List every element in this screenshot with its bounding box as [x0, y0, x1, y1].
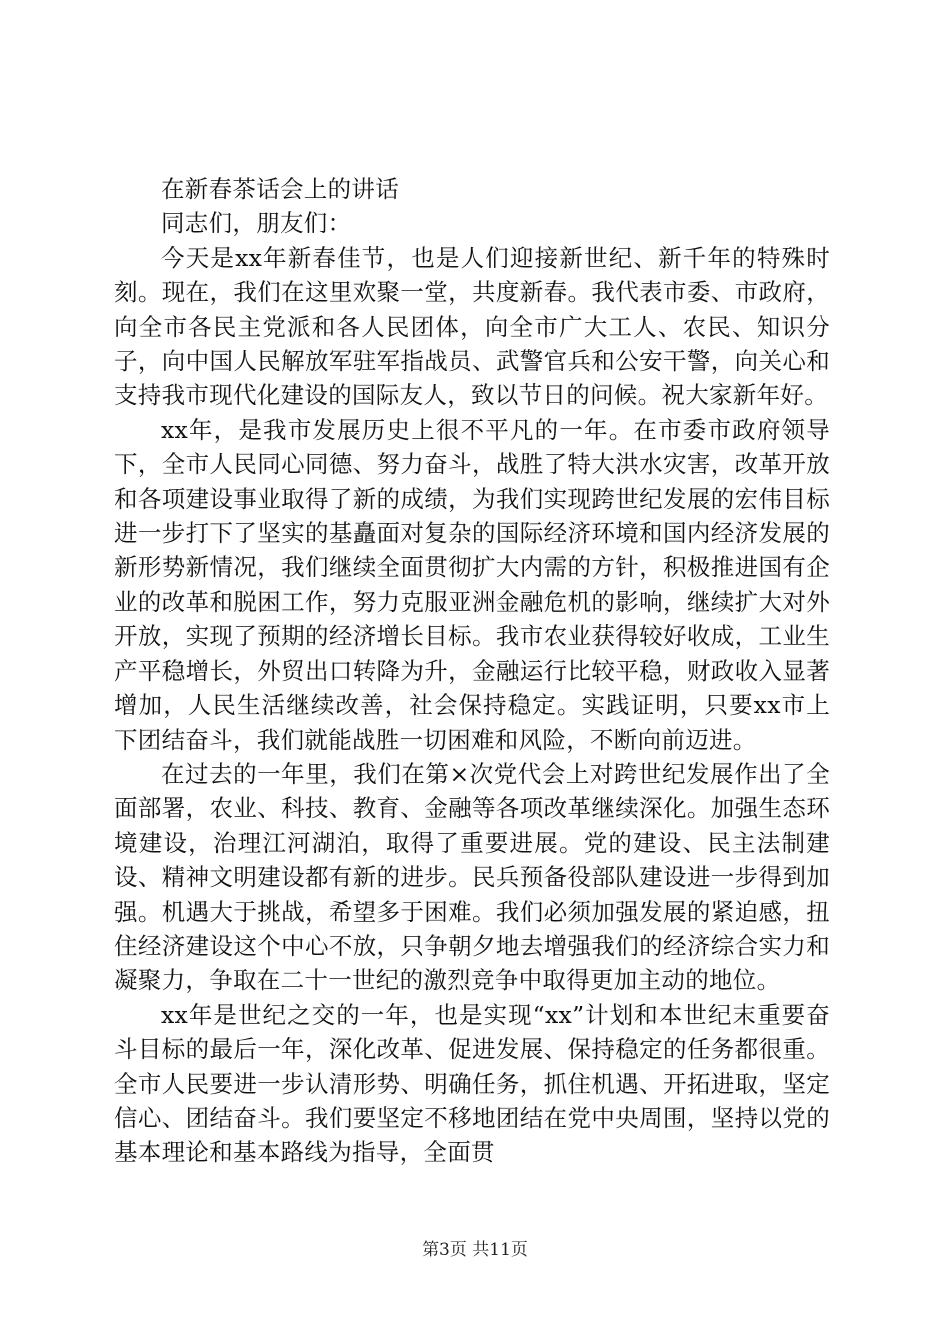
- page-number-footer: 第3页 共11页: [422, 1240, 528, 1260]
- paragraph: xx年是世纪之交的一年，也是实现“xx”计划和本世纪末重要奋斗目标的最后一年，深化改革、促进发展、保持稳定的任务都很重。全市人民要进一步认清形势、明确任务，抓住机遇、开拓进取，坚定信心、团结奋斗。我们要坚定不移地团结在党中央周围，坚持以党的基本理论和基本路线为指导，全面贯: [114, 1000, 830, 1167]
- document-body: [114, 172, 830, 1170]
- speech-greeting: 同志们，朋友们：: [161, 209, 352, 238]
- paragraph: 今天是xx年新春佳节，也是人们迎接新世纪、新千年的特殊时刻。现在，我们在这里欢聚一堂，共度新春。我代表市委、市政府，向全市各民主党派和各人民团体，向全市广大工人、农民、知识分子，向中国人民解放军驻军指战员、武警官兵和公安干警，向关心和支持我市现代化建设的国际友人，致以节日的问候。祝大家新年好。: [114, 243, 830, 410]
- speech-title: 在新春茶话会上的讲话: [161, 175, 399, 203]
- paragraph: 在过去的一年里，我们在第×次党代会上对跨世纪发展作出了全面部署，农业、科技、教育、金融等各项改革继续深化。加强生态环境建设，治理江河湖泊，取得了重要进展。党的建设、民主法制建设、精神文明建设都有新的进步。民兵预备役部队建设进一步得到加强。机遇大于挑战，希望多于困难。我们必须加强发展的紧迫感，扭住经济建设这个中心不放，只争朝夕地去增强我们的经济综合实力和凝聚力，争取在二十一世纪的激烈竞争中取得更加主动的地位。: [114, 759, 830, 995]
- paragraph: xx年，是我市发展历史上很不平凡的一年。在市委市政府领导下，全市人民同心同德、努力奋斗，战胜了特大洪水灾害，改革开放和各项建设事业取得了新的成绩，为我们实现跨世纪发展的宏伟目标进一步打下了坚实的基矗面对复杂的国际经济环境和国内经济发展的新形势新情况，我们继续全面贯彻扩大内需的方针，积极推进国有企业的改革和脱困工作，努力克服亚洲金融危机的影响，继续扩大对外开放，实现了预期的经济增长目标。我市农业获得较好收成，工业生产平稳增长，外贸出口转降为升，金融运行比较平稳，财政收入显著增加，人民生活继续改善，社会保持稳定。实践证明，只要xx市上下团结奋斗，我们就能战胜一切困难和风险，不断向前迈进。: [114, 415, 830, 754]
